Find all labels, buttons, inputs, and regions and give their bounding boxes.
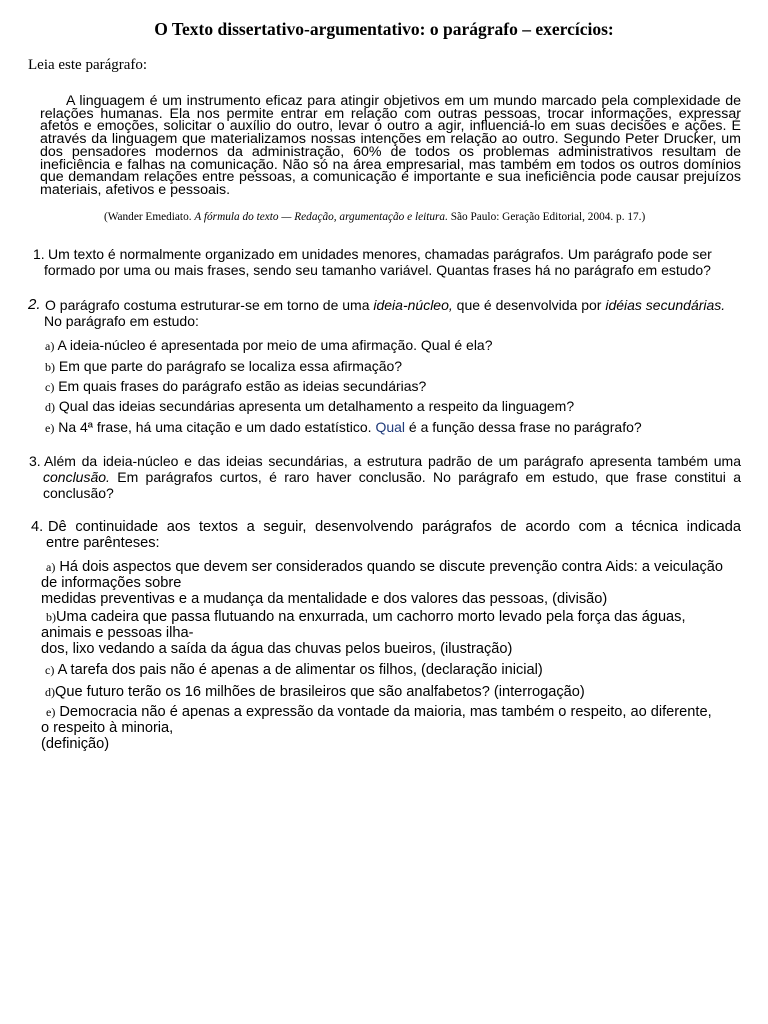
citation (104, 211, 645, 223)
question-text-line (45, 297, 725, 313)
item-letter: b) (45, 360, 55, 374)
term-ideias-secundarias: idéias secundárias. (605, 297, 726, 313)
question-text-line: Um texto é normalmente organizado em unidades menores, chamadas parágrafos. Um parágrafo pode ser (48, 246, 712, 262)
item-letter: c) (45, 663, 55, 677)
item-text: Em quais frases do parágrafo estão as ideias secundárias? (58, 378, 427, 394)
q4-item-e (41, 704, 712, 752)
highlighted-word: Qual (375, 419, 406, 435)
q2-mid: que é desenvolvida por (452, 297, 606, 313)
instruction-text: Leia este parágrafo: (28, 57, 148, 73)
item-letter: a) (46, 560, 56, 574)
item-letter: c) (45, 380, 55, 394)
item-text: medidas preventivas e a mudança da mentalidade e dos valores das pessoas, (divisão) (41, 591, 608, 607)
item-text: de informações sobre (41, 575, 182, 591)
q2-item-e (45, 419, 642, 436)
question-text-line: Dê continuidade aos textos a seguir, desenvolvendo parágrafos de acordo com a técnica indicada (48, 519, 741, 535)
item-text: Há dois aspectos que devem ser considerados quando se discute prevenção contra Aids: a veiculação (59, 559, 723, 575)
source-paragraph (40, 95, 741, 197)
question-text-line (43, 469, 741, 485)
item-text: Em que parte do parágrafo se localiza essa afirmação? (58, 358, 403, 374)
item-text: Democracia não é apenas a expressão da vontade da maioria, mas também o respeito, ao diferente, (59, 704, 712, 720)
question-text-line: Além da ideia-núcleo e das ideias secundárias, a estrutura padrão de um parágrafo apresenta também uma (44, 453, 741, 469)
item-line (41, 559, 723, 575)
item-letter: e) (45, 421, 55, 435)
page-title: O Texto dissertativo-argumentativo: o parágrafo – exercícios: (154, 19, 614, 39)
item-text: Uma cadeira que passa flutuando na enxurrada, um cachorro morto levado pela força das águas, (56, 609, 686, 625)
q4-item-b (41, 609, 686, 657)
question-text-line: No parágrafo em estudo: (44, 313, 199, 329)
item-line (41, 704, 712, 720)
citation-publisher: São Paulo: Geração Editorial, 2004. p. 17.) (447, 211, 646, 223)
item-text: A ideia-núcleo é apresentada por meio de uma afirmação. Qual é ela? (57, 337, 493, 353)
q4-item-c (45, 662, 543, 678)
q2-item-d (45, 398, 574, 415)
item-letter: d) (45, 400, 55, 414)
item-text: Na 4ª frase, há uma citação e um dado estatístico. (58, 419, 376, 435)
question-number: 4. (31, 519, 44, 535)
item-text: A tarefa dos pais não é apenas a de alimentar os filhos, (declaração inicial) (57, 662, 543, 678)
q4-item-d (45, 684, 585, 700)
item-letter: e) (46, 705, 56, 719)
citation-author: (Wander Emediato. (104, 211, 195, 223)
term-conclusao: conclusão. (43, 469, 110, 485)
question-number: 2. (28, 296, 41, 313)
item-letter: a) (45, 339, 55, 353)
source-paragraph-text: A linguagem é um instrumento eficaz para atingir objetivos em um mundo marcado pela complexidade de relações humanas. Ela nos permite entrar em relação com outras pessoas, trocar informações, expressar afetos e emoções, solicitar o auxílio do outro, levar o outro a agir, influenciá-lo em suas decisões e ações. É através da linguagem que materializamos nossas intenções em relação ao outro. Segundo Peter Drucker, um dos pensadores modernos da administração, 60% de todos os problemas administrativos resultam de ineficiência e falhas na comunicação. Não só na área empresarial, mas também em todos os outros domínios que demandam relações entre pessoas, a comunicação é importante e sua ineficiência pode causar prejuízos materiais, afetivos e pessoais. (40, 93, 741, 198)
item-text: Qual das ideias secundárias apresenta um detalhamento a respeito da linguagem? (58, 398, 575, 414)
question-number: 3. (29, 453, 41, 469)
q2-item-c (45, 378, 426, 395)
item-line (41, 609, 686, 625)
q2-item-a (45, 337, 493, 354)
item-text: animais e pessoas ilha- (41, 625, 194, 641)
item-text: dos, lixo vedando a saída da água das chuvas pelos bueiros, (ilustração) (41, 641, 513, 657)
q2-pre: O parágrafo costuma estruturar-se em torno de uma (45, 297, 374, 313)
q2-item-b (45, 358, 402, 375)
question-text-line: formado por uma ou mais frases, sendo seu tamanho variável. Quantas frases há no parágrafo em estudo? (44, 262, 711, 278)
question-text-line: conclusão? (43, 485, 114, 501)
item-text: (definição) (41, 736, 110, 752)
q3-line2-text: Em parágrafos curtos, é raro haver conclusão. No parágrafo em estudo, que frase constitui a (109, 469, 741, 485)
citation-title: A fórmula do texto — Redação, argumentação e leitura. (194, 211, 448, 223)
item-text: o respeito à minoria, (41, 720, 174, 736)
term-ideia-nucleo: ideia-núcleo, (373, 297, 453, 313)
item-text: Que futuro terão os 16 milhões de brasileiros que são analfabetos? (interrogação) (55, 684, 585, 700)
item-text: é a função dessa frase no parágrafo? (405, 419, 642, 435)
item-letter: b) (46, 610, 56, 624)
item-letter: d) (45, 685, 55, 699)
question-text-line: entre parênteses: (46, 535, 160, 551)
question-number: 1. (33, 246, 45, 262)
q4-item-a (41, 559, 723, 607)
